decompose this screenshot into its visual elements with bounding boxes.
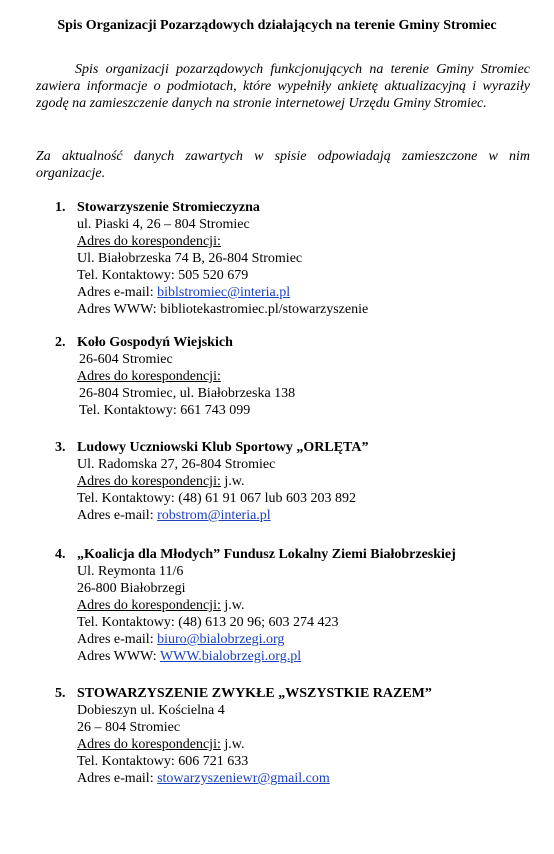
email-link[interactable]: stowarzyszeniewr@gmail.com	[157, 771, 330, 786]
org-email-line: Adres e-mail: stowarzyszeniewr@gmail.com	[77, 771, 330, 786]
org-phone: Tel. Kontaktowy: 661 743 099	[79, 403, 251, 418]
org-number: 3.	[55, 440, 66, 455]
org-address: 26-604 Stromiec	[79, 352, 173, 367]
org-address: Ul. Reymonta 11/6	[77, 564, 184, 579]
www-link[interactable]: WWW.bialobrzegi.org.pl	[159, 649, 302, 664]
org-postal: 26-800 Białobrzegi	[77, 581, 186, 596]
org-phone: Tel. Kontaktowy: (48) 61 91 067 lub 603 203 892	[77, 491, 356, 506]
page-title: Spis Organizacji Pozarządowych działających na terenie Gminy Stromiec	[57, 18, 497, 33]
org-phone: Tel. Kontaktowy: (48) 613 20 96; 603 274 423	[77, 615, 339, 630]
correspondence-label: Adres do korespondencji:	[77, 369, 221, 384]
email-link[interactable]: robstrom@interia.pl	[157, 508, 271, 523]
org-www-line: Adres WWW: WWW.bialobrzegi.org.pl	[77, 649, 302, 664]
org-postal: 26 – 804 Stromiec	[77, 720, 181, 735]
org-number: 5.	[55, 686, 66, 701]
org-address: Dobieszyn ul. Kościelna 4	[77, 703, 225, 718]
note-paragraph: Za aktualność danych zawartych w spisie odpowiadają zamieszczone w nim organizacje.	[36, 149, 530, 181]
org-name: STOWARZYSZENIE ZWYKŁE „WSZYSTKIE RAZEM”	[77, 686, 432, 701]
correspondence-line: Adres do korespondencji: j.w.	[77, 598, 245, 613]
org-number: 4.	[55, 547, 66, 562]
email-link[interactable]: biblstromiec@interia.pl	[157, 285, 291, 300]
org-email-line: Adres e-mail: robstrom@interia.pl	[77, 508, 271, 523]
intro-text: Spis organizacji pozarządowych funkcjonujących na terenie Gminy Stromiec zawiera informacje o podmiotach, które wypełniły ankietę aktualizacyjną i wyraziły zgodę na zamieszczenie danych na stronie internetowej Urzędu Gminy Stromiec.	[36, 62, 530, 111]
intro-paragraph	[36, 61, 530, 112]
correspondence-label: Adres do korespondencji:	[77, 234, 221, 249]
org-www-line: Adres WWW: bibliotekastromiec.pl/stowarzyszenie	[77, 302, 369, 317]
org-name: Stowarzyszenie Stromieczyzna	[77, 200, 260, 215]
org-email-line: Adres e-mail: biblstromiec@interia.pl	[77, 285, 291, 300]
correspondence-address: 26-804 Stromiec, ul. Białobrzeska 138	[79, 386, 296, 401]
www-text: bibliotekastromiec.pl/stowarzyszenie	[160, 302, 369, 317]
correspondence-line: Adres do korespondencji: j.w.	[77, 474, 245, 489]
org-phone: Tel. Kontaktowy: 505 520 679	[77, 268, 249, 283]
org-email-line: Adres e-mail: biuro@bialobrzegi.org	[77, 632, 285, 647]
org-number: 1.	[55, 200, 66, 215]
org-address: Ul. Radomska 27, 26-804 Stromiec	[77, 457, 276, 472]
correspondence-line: Adres do korespondencji: j.w.	[77, 737, 245, 752]
org-name: „Koalicja dla Młodych” Fundusz Lokalny Ziemi Białobrzeskiej	[77, 547, 456, 562]
org-number: 2.	[55, 335, 66, 350]
org-name: Ludowy Uczniowski Klub Sportowy „ORLĘTA”	[77, 440, 369, 455]
org-phone: Tel. Kontaktowy: 606 721 633	[77, 754, 249, 769]
correspondence-address: Ul. Białobrzeska 74 B, 26-804 Stromiec	[77, 251, 303, 266]
org-name: Koło Gospodyń Wiejskich	[77, 335, 233, 350]
org-address: ul. Piaski 4, 26 – 804 Stromiec	[77, 217, 250, 232]
email-link[interactable]: biuro@bialobrzegi.org	[157, 632, 285, 647]
